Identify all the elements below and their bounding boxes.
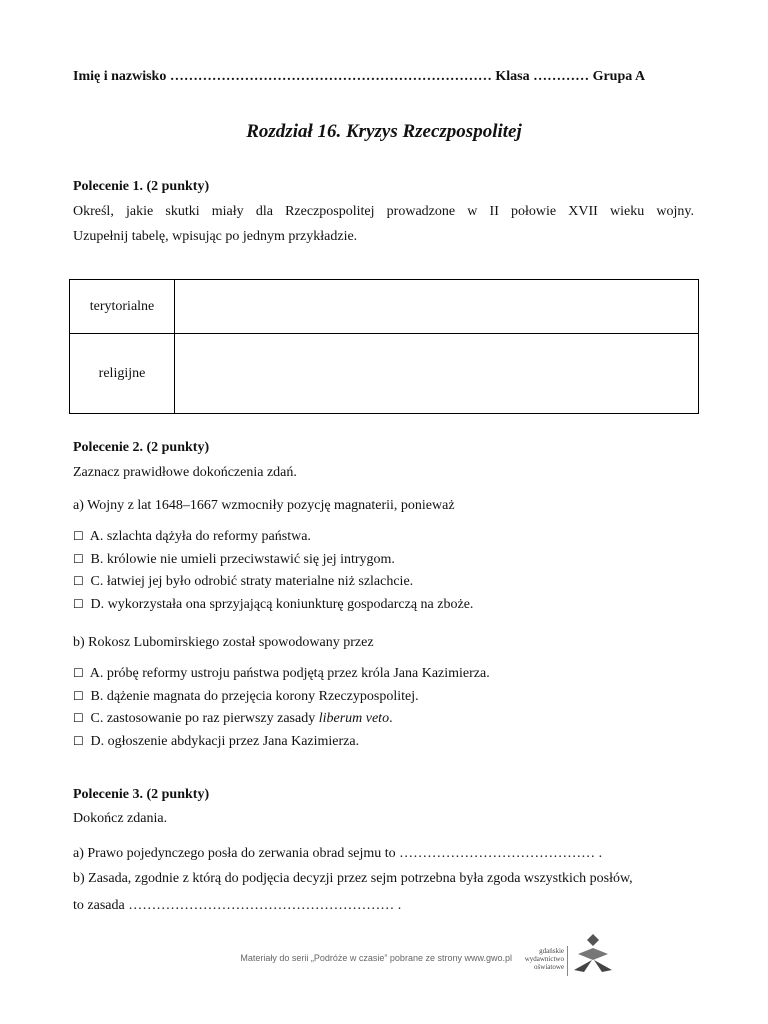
table-row [70,334,699,414]
task2b-option-a[interactable]: ☐ A. próbę reformy ustroju państwa podjętą przez króla Jana Kazimierza. [73,666,490,681]
checkbox-icon[interactable]: ☐ [73,734,84,748]
task2b-option-b[interactable]: ☐ B. dążenie magnata do przejęcia korony Rzeczypospolitej. [73,689,419,704]
task2a-option-d[interactable]: ☐ D. wykorzystała ona sprzyjającą koniunkturę gospodarczą na zboże. [73,597,474,612]
task3b-sentence-line1: b) Zasada, zgodnie z którą do podjęcia decyzji przez sejm potrzebna była zgoda wszystkich posłów, [73,871,633,886]
task3b-sentence-line2[interactable]: to zasada ………………………………………………… . [73,898,402,913]
checkbox-icon[interactable]: ☐ [73,689,84,703]
student-header [73,68,691,86]
checkbox-icon[interactable]: ☐ [73,711,84,725]
task2a-option-a[interactable]: ☐ A. szlachta dążyła do reformy państwa. [73,529,311,544]
task2-instruction: Zaznacz prawidłowe dokończenia zdań. [73,465,297,480]
publisher-logo-icon [572,934,614,974]
name-label: Imię i nazwisko [73,69,167,84]
checkbox-icon[interactable]: ☐ [73,666,84,680]
task1-text-line2: Uzupełnij tabelę, wpisując po jednym przykładzie. [73,229,358,244]
task1-heading: Polecenie 1. (2 punkty) [73,179,210,194]
task3-instruction: Dokończ zdania. [73,811,168,826]
publisher-logo-text: gdańskie wydawnictwo oświatowe [524,947,564,971]
liberum-veto-term: liberum veto [318,711,390,726]
task2b-stem: b) Rokosz Lubomirskiego został spowodowany przez [73,635,374,650]
row-label-territorial: terytorialne [70,280,175,334]
table-row [70,280,699,334]
name-blank[interactable]: …………………………………………………………… [169,69,492,84]
task1-table [69,279,699,414]
checkbox-icon[interactable]: ☐ [73,552,84,566]
task2a-option-c[interactable]: ☐ C. łatwiej jej było odrobić straty materialne niż szlachcie. [73,574,414,589]
task1-text-line1: Określ, jakie skutki miały dla Rzeczpospolitej prowadzone w II połowie XVII wieku wojny. [73,204,694,219]
task2b-option-c[interactable]: ☐ C. zastosowanie po raz pierwszy zasady liberum veto. [73,711,393,726]
class-label: Klasa [495,69,530,84]
task2a-option-b[interactable]: ☐ B. królowie nie umieli przeciwstawić się jej intrygom. [73,552,395,567]
footer-source-text: Materiały do serii „Podróże w czasie” pobrane ze strony www.gwo.pl [240,953,512,963]
checkbox-icon[interactable]: ☐ [73,529,84,543]
class-blank[interactable]: ………… [533,69,590,84]
task2b-option-d[interactable]: ☐ D. ogłoszenie abdykacji przez Jana Kazimierza. [73,734,360,749]
checkbox-icon[interactable]: ☐ [73,574,84,588]
task2-heading: Polecenie 2. (2 punkty) [73,440,210,455]
task3-heading: Polecenie 3. (2 punkty) [73,787,210,802]
answer-cell-territorial[interactable] [175,280,699,334]
task3a-sentence[interactable]: a) Prawo pojedynczego posła do zerwania obrad sejmu to …………………………………… . [73,846,603,861]
logo-divider [567,946,568,976]
checkbox-icon[interactable]: ☐ [73,597,84,611]
row-label-religious: religijne [70,334,175,414]
answer-cell-religious[interactable] [175,334,699,414]
task2a-stem: a) Wojny z lat 1648–1667 wzmocniły pozycję magnaterii, ponieważ [73,498,455,513]
group-label: Grupa A [592,69,646,84]
page-title: Rozdział 16. Kryzys Rzeczpospolitej [246,121,522,142]
